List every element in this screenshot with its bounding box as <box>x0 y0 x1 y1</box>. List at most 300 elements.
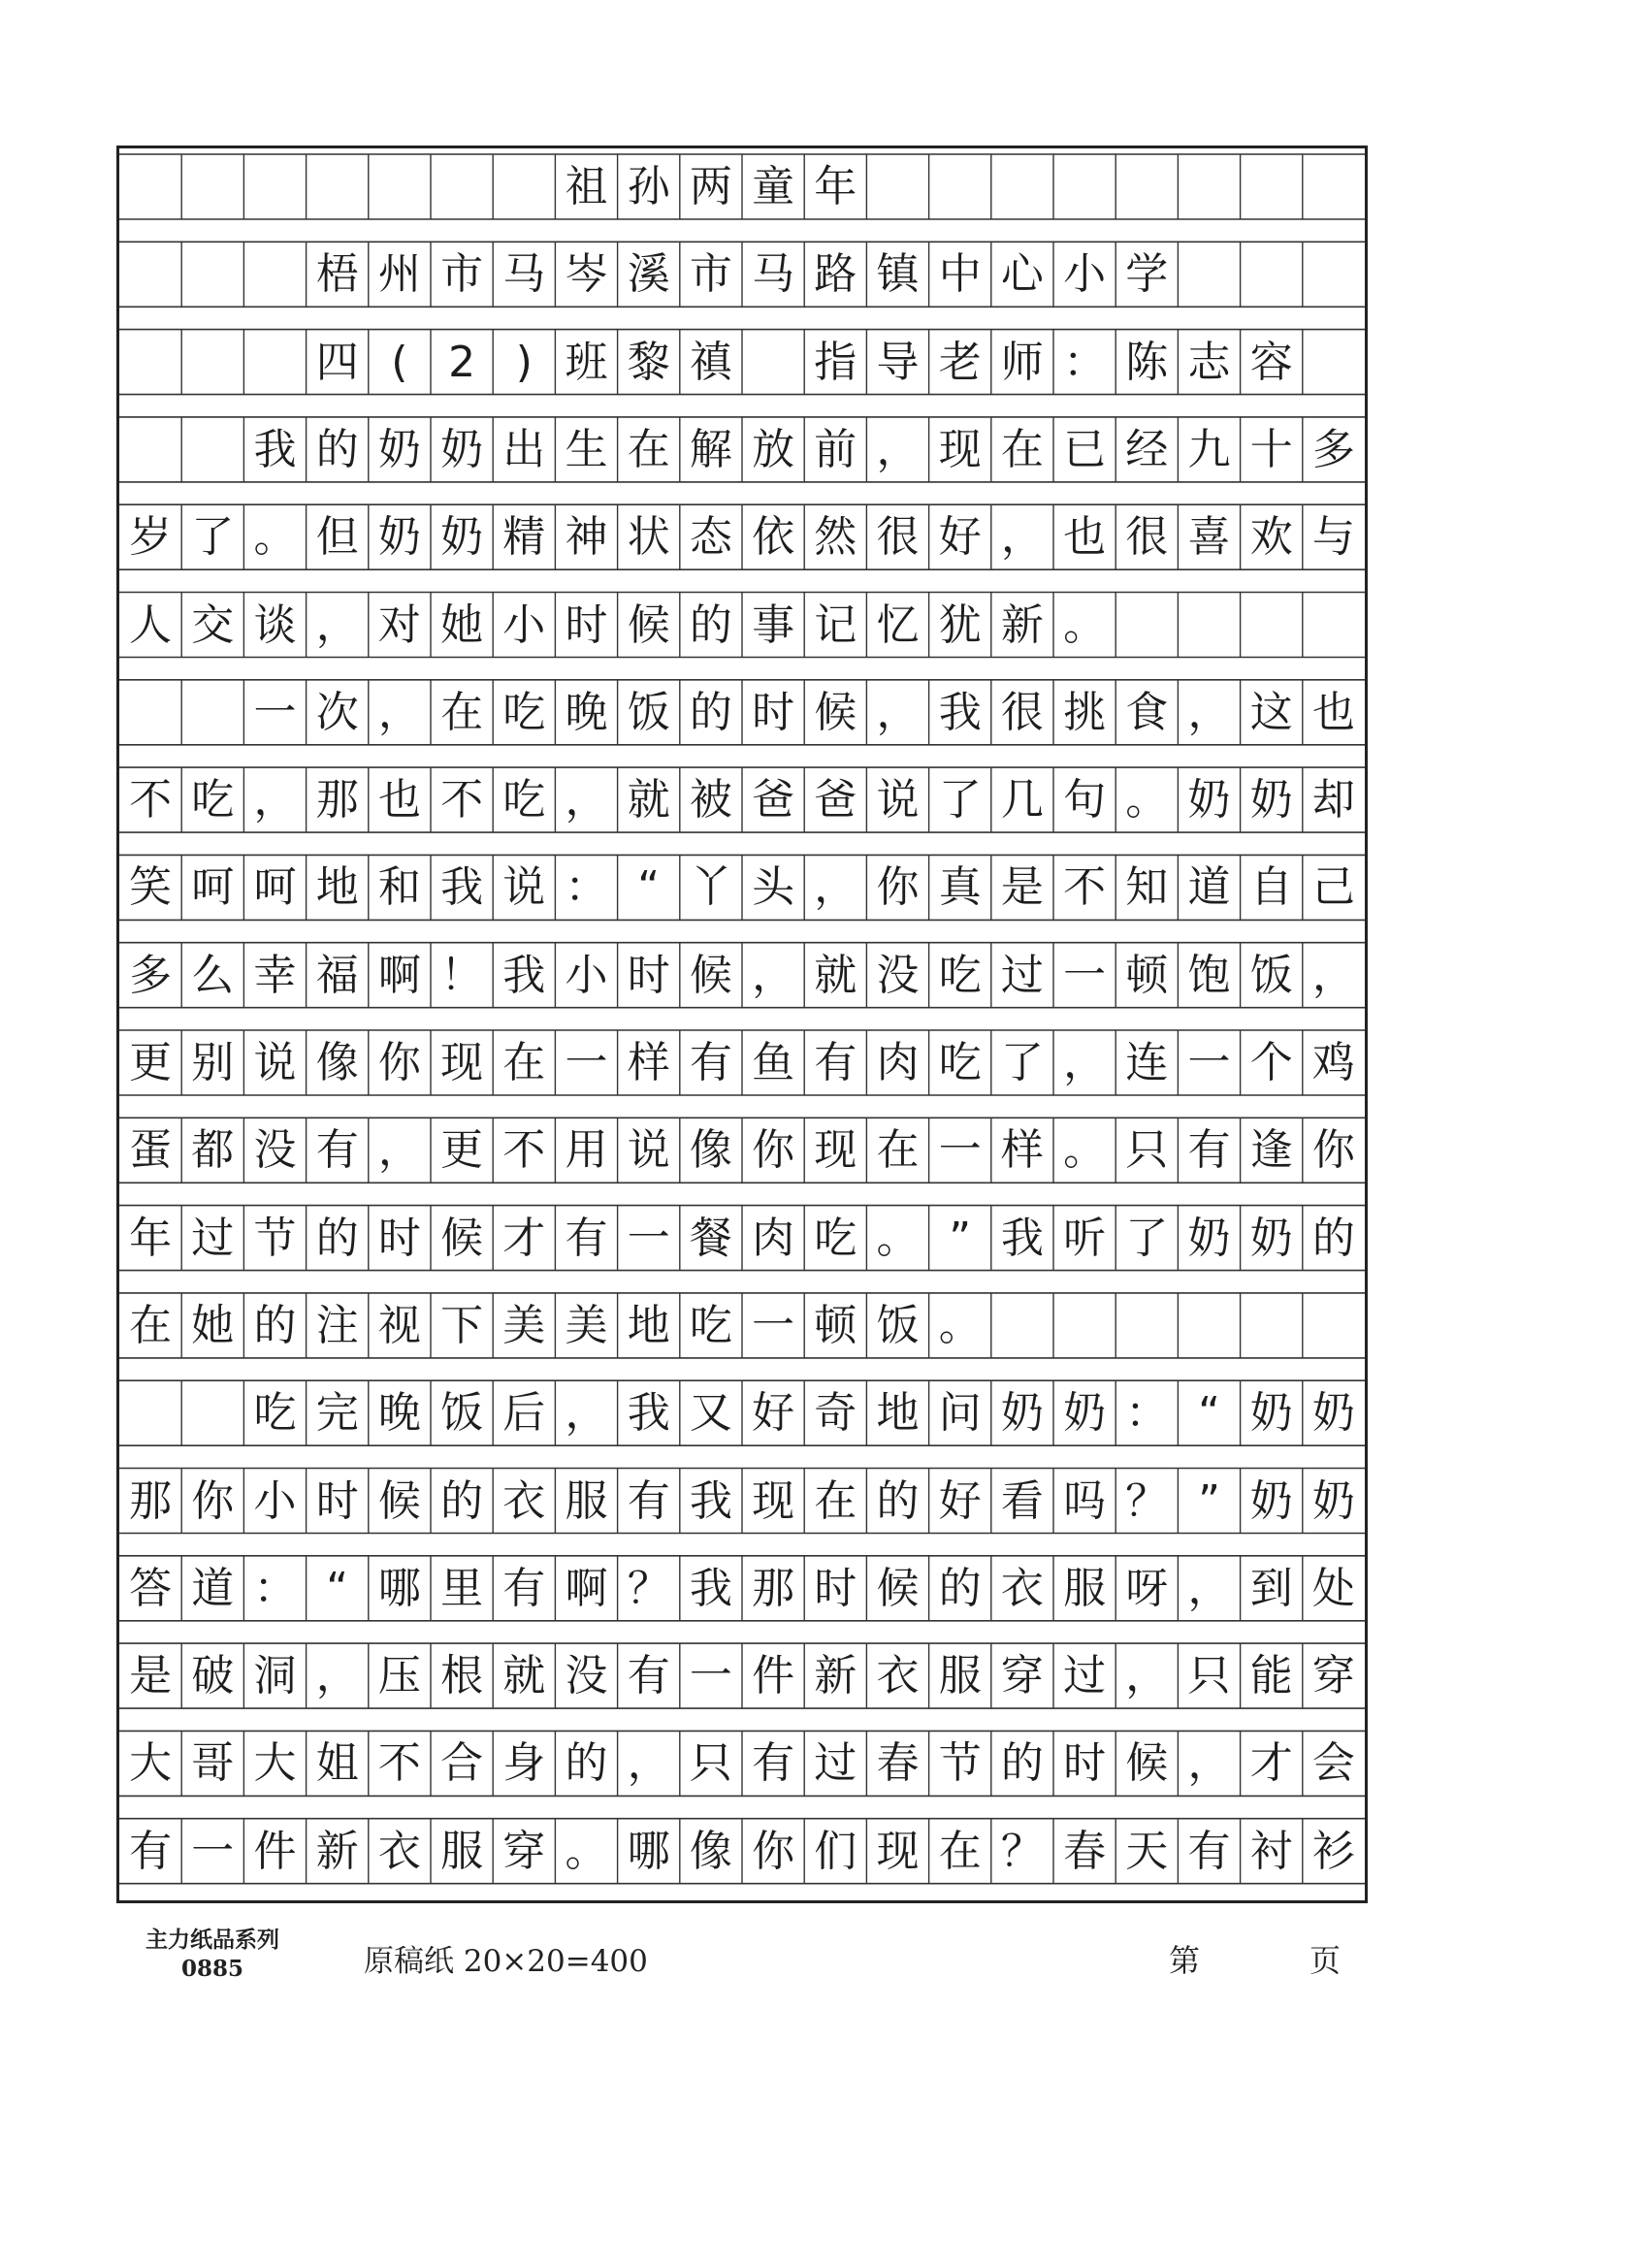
essay-char: 哪 <box>627 1826 670 1876</box>
essay-char: 一 <box>1063 950 1107 1000</box>
essay-char: 奶 <box>377 512 421 563</box>
essay-char: 句 <box>1063 775 1107 826</box>
essay-char: ： <box>253 1563 297 1613</box>
essay-char: 合 <box>440 1738 484 1789</box>
essay-char: 有 <box>315 1125 359 1176</box>
essay-char: 不 <box>440 775 484 826</box>
essay-char: 没 <box>876 950 920 1000</box>
essay-char: 的 <box>253 1300 297 1350</box>
essay-char: 只 <box>1187 1651 1231 1701</box>
essay-char: 现 <box>938 424 982 474</box>
essay-char: 压 <box>377 1651 421 1701</box>
essay-char: 衣 <box>876 1651 920 1701</box>
essay-char: 鸡 <box>1311 1038 1355 1087</box>
essay-char: 美 <box>502 1300 546 1350</box>
essay-char: 在 <box>938 1826 982 1876</box>
essay-char: 啊 <box>377 950 421 1000</box>
essay-char: 在 <box>814 1475 857 1526</box>
essay-char: 自 <box>1249 862 1293 913</box>
essay-char: 问 <box>938 1388 982 1439</box>
essay-char: 过 <box>1000 950 1044 1000</box>
essay-char: 你 <box>191 1475 235 1526</box>
essay-char: 呵 <box>253 862 297 913</box>
essay-char: 州 <box>377 249 421 300</box>
essay-char: 答 <box>129 1563 173 1613</box>
essay-char: 四 <box>315 337 359 387</box>
essay-char: 有 <box>752 1738 795 1789</box>
essay-char: 们 <box>814 1826 857 1876</box>
essay-char: 对 <box>377 599 421 650</box>
essay-char: 服 <box>440 1826 484 1876</box>
essay-char: ， <box>315 599 359 650</box>
essay-char: 时 <box>814 1563 857 1613</box>
essay-char: 服 <box>938 1651 982 1701</box>
page-number-suffix: 页 <box>1310 1942 1342 1979</box>
essay-char: 说 <box>627 1125 670 1176</box>
essay-char: 在 <box>440 687 484 737</box>
essay-char: 会 <box>1311 1738 1355 1789</box>
essay-char: 也 <box>1063 512 1107 563</box>
essay-char: 挑 <box>1063 687 1107 737</box>
essay-char: 别 <box>191 1038 235 1087</box>
essay-char: 顿 <box>814 1300 857 1350</box>
essay-char: 也 <box>377 775 421 826</box>
essay-char: 多 <box>1311 424 1355 474</box>
essay-char: 吃 <box>938 1038 982 1087</box>
essay-char: 下 <box>440 1300 484 1350</box>
essay-char: ： <box>1063 337 1107 387</box>
essay-char: 师 <box>1000 337 1044 387</box>
essay-char: 精 <box>502 512 546 563</box>
essay-char: 奶 <box>1187 775 1231 826</box>
essay-char: 学 <box>1125 249 1169 300</box>
essay-char: 说 <box>502 862 546 913</box>
essay-char: 不 <box>377 1738 421 1789</box>
essay-char: 奶 <box>1249 1475 1293 1526</box>
essay-char: 两 <box>689 162 732 211</box>
essay-char: 很 <box>1000 687 1044 737</box>
essay-char: 她 <box>440 599 484 650</box>
essay-char: 件 <box>752 1651 795 1701</box>
essay-char: 道 <box>191 1563 235 1613</box>
essay-char: 时 <box>752 687 795 737</box>
essay-char: 奶 <box>1063 1388 1107 1439</box>
essay-char: 个 <box>1249 1038 1293 1087</box>
essay-char: 梧 <box>315 249 359 300</box>
essay-char: 的 <box>876 1475 920 1526</box>
essay-char: 爸 <box>814 775 857 826</box>
essay-char: 样 <box>627 1038 670 1087</box>
essay-char: 我 <box>689 1563 732 1613</box>
essay-char: 就 <box>502 1651 546 1701</box>
essay-char: 呀 <box>1125 1563 1169 1613</box>
essay-char: 说 <box>253 1038 297 1087</box>
essay-char: 知 <box>1125 862 1169 913</box>
essay-char: 小 <box>1063 249 1107 300</box>
essay-char: 那 <box>752 1563 795 1613</box>
essay-char: 前 <box>814 424 857 474</box>
essay-char: 有 <box>502 1563 546 1613</box>
essay-char: 饭 <box>440 1388 484 1439</box>
essay-char: 有 <box>627 1651 670 1701</box>
essay-char: 时 <box>377 1213 421 1263</box>
essay-char: 顿 <box>1125 950 1169 1000</box>
essay-char: 一 <box>253 687 297 737</box>
essay-char: 2 <box>448 337 476 387</box>
manuscript-grid <box>119 148 1365 1900</box>
essay-char: 穿 <box>502 1826 546 1876</box>
essay-char: 大 <box>129 1738 173 1789</box>
essay-char: ， <box>1063 1038 1107 1087</box>
essay-char: 。 <box>565 1826 608 1876</box>
essay-char: 童 <box>752 162 795 211</box>
essay-char: 逢 <box>1249 1125 1293 1176</box>
essay-char: 食 <box>1125 687 1169 737</box>
essay-char: 奶 <box>1187 1213 1231 1263</box>
essay-char: 奶 <box>440 424 484 474</box>
essay-char: 肉 <box>876 1038 920 1087</box>
essay-char: 衣 <box>1000 1563 1044 1613</box>
essay-char: 就 <box>814 950 857 1000</box>
essay-char: 过 <box>191 1213 235 1263</box>
essay-char: 幸 <box>253 950 297 1000</box>
essay-char: ” <box>1198 1475 1220 1526</box>
essay-char: 视 <box>377 1300 421 1350</box>
essay-char: 。 <box>1063 1125 1107 1176</box>
essay-char: 马 <box>752 249 795 300</box>
essay-char: 吃 <box>502 687 546 737</box>
essay-char: 老 <box>938 337 982 387</box>
essay-char: 说 <box>876 775 920 826</box>
essay-char: 我 <box>938 687 982 737</box>
essay-char: ， <box>1187 1738 1231 1789</box>
essay-char: 饭 <box>627 687 670 737</box>
essay-char: 美 <box>565 1300 608 1350</box>
essay-char: 溪 <box>627 249 670 300</box>
essay-char: 已 <box>1063 424 1107 474</box>
essay-char: 才 <box>1249 1738 1293 1789</box>
essay-char: 志 <box>1187 337 1231 387</box>
essay-char: 穿 <box>1311 1651 1355 1701</box>
essay-char: 你 <box>876 862 920 913</box>
essay-char: 晚 <box>377 1388 421 1439</box>
essay-char: 春 <box>1063 1826 1107 1876</box>
essay-char: 现 <box>440 1038 484 1087</box>
essay-char: 哪 <box>377 1563 421 1613</box>
essay-char: 了 <box>191 512 235 563</box>
essay-char: 的 <box>315 424 359 474</box>
essay-char: 好 <box>938 1475 982 1526</box>
essay-char: 一 <box>627 1213 670 1263</box>
essay-char: 衣 <box>377 1826 421 1876</box>
essay-char: 了 <box>1000 1038 1044 1087</box>
essay-char: 道 <box>1187 862 1231 913</box>
essay-char: 在 <box>1000 424 1044 474</box>
essay-char: 我 <box>253 424 297 474</box>
essay-char: 到 <box>1249 1563 1293 1613</box>
essay-char: 连 <box>1125 1038 1169 1087</box>
essay-char: 有 <box>689 1038 732 1087</box>
essay-char: 春 <box>876 1738 920 1789</box>
essay-char: 一 <box>191 1826 235 1876</box>
essay-char: 过 <box>814 1738 857 1789</box>
essay-char: 奶 <box>1000 1388 1044 1439</box>
essay-char: 衫 <box>1311 1826 1355 1876</box>
essay-char: 这 <box>1249 687 1293 737</box>
essay-char: 洞 <box>253 1651 297 1701</box>
essay-char: ( <box>391 337 408 387</box>
essay-char: 那 <box>315 775 359 826</box>
essay-char: 九 <box>1187 424 1231 474</box>
essay-char: 没 <box>565 1651 608 1701</box>
essay-char: 有 <box>814 1038 857 1087</box>
essay-char: 一 <box>565 1038 608 1087</box>
essay-char: 鱼 <box>752 1038 795 1087</box>
essay-char: 地 <box>876 1388 920 1439</box>
essay-char: 啊 <box>565 1563 608 1613</box>
essay-char: 吃 <box>502 775 546 826</box>
essay-char: 交 <box>191 599 235 650</box>
essay-char: 却 <box>1311 775 1355 826</box>
essay-char: 时 <box>627 950 670 1000</box>
essay-char: 孙 <box>627 162 670 211</box>
essay-char: ， <box>565 1388 608 1439</box>
essay-char: 禛 <box>689 337 732 387</box>
essay-char: 神 <box>565 512 608 563</box>
essay-char: 我 <box>502 950 546 1000</box>
essay-char: 衬 <box>1249 1826 1293 1876</box>
essay-char: 的 <box>689 687 732 737</box>
essay-char: 班 <box>565 337 608 387</box>
essay-char: 你 <box>752 1826 795 1876</box>
essay-char: 地 <box>627 1300 670 1350</box>
essay-char: 的 <box>1311 1213 1355 1263</box>
essay-char: 新 <box>315 1826 359 1876</box>
essay-char: 处 <box>1311 1563 1355 1613</box>
essay-char: 一 <box>752 1300 795 1350</box>
essay-char: ， <box>1000 512 1044 563</box>
essay-char: 奶 <box>1311 1475 1355 1526</box>
essay-char: 很 <box>1125 512 1169 563</box>
essay-char: 服 <box>1063 1563 1107 1613</box>
essay-char: 只 <box>1125 1125 1169 1176</box>
essay-char: ， <box>1187 1563 1231 1613</box>
essay-char: 是 <box>1000 862 1044 913</box>
essay-char: 忆 <box>876 599 920 650</box>
essay-char: 我 <box>1000 1213 1044 1263</box>
essay-char: ， <box>315 1651 359 1701</box>
essay-char: 奇 <box>814 1388 857 1439</box>
essay-char: 在 <box>876 1125 920 1176</box>
essay-char: 都 <box>191 1125 235 1176</box>
essay-char: 奶 <box>1311 1388 1355 1439</box>
essay-char: 奶 <box>1249 1213 1293 1263</box>
essay-char: 有 <box>627 1475 670 1526</box>
essay-char: 新 <box>1000 599 1044 650</box>
essay-char: ” <box>949 1213 972 1263</box>
essay-char: 好 <box>752 1388 795 1439</box>
essay-char: 蛋 <box>129 1125 173 1176</box>
essay-char: 。 <box>253 512 297 563</box>
essay-char: 己 <box>1311 862 1355 913</box>
essay-char: 市 <box>440 249 484 300</box>
essay-char: 那 <box>129 1475 173 1526</box>
essay-char: 奶 <box>377 424 421 474</box>
essay-char: 岑 <box>565 249 608 300</box>
essay-char: 出 <box>502 424 546 474</box>
essay-char: 吃 <box>253 1388 297 1439</box>
essay-char: 晚 <box>565 687 608 737</box>
essay-char: 的 <box>689 599 732 650</box>
essay-char: 年 <box>129 1213 173 1263</box>
essay-char: 根 <box>440 1651 484 1701</box>
essay-char: ： <box>565 862 608 913</box>
essay-char: 真 <box>938 862 982 913</box>
essay-char: ) <box>515 337 533 387</box>
essay-char: 解 <box>689 424 732 474</box>
essay-char: 。 <box>938 1300 982 1350</box>
essay-char: 态 <box>689 512 732 563</box>
essay-char: “ <box>637 862 661 913</box>
essay-char: ？ <box>627 1563 670 1613</box>
essay-char: 你 <box>377 1038 421 1087</box>
essay-char: 候 <box>440 1213 484 1263</box>
essay-char: 又 <box>689 1388 732 1439</box>
essay-char: 小 <box>565 950 608 1000</box>
essay-char: 现 <box>752 1475 795 1526</box>
essay-char: 在 <box>129 1300 173 1350</box>
essay-char: 候 <box>377 1475 421 1526</box>
essay-char: 服 <box>565 1475 608 1526</box>
essay-char: 吃 <box>938 950 982 1000</box>
essay-char: 有 <box>1187 1125 1231 1176</box>
essay-char: 候 <box>1125 1738 1169 1789</box>
essay-char: 像 <box>315 1038 359 1087</box>
essay-char: 我 <box>440 862 484 913</box>
essay-char: 心 <box>1000 249 1044 300</box>
essay-char: 很 <box>876 512 920 563</box>
essay-char: 事 <box>752 599 795 650</box>
essay-char: 喜 <box>1187 512 1231 563</box>
essay-char: 看 <box>1000 1475 1044 1526</box>
essay-char: 破 <box>191 1651 235 1701</box>
essay-char: 不 <box>1063 862 1107 913</box>
essay-char: 有 <box>1187 1826 1231 1876</box>
essay-char: 十 <box>1249 424 1293 474</box>
page-number-prefix: 第 <box>1169 1942 1201 1979</box>
essay-char: 你 <box>752 1125 795 1176</box>
essay-char: 黎 <box>627 337 670 387</box>
paper-series-name: 主力纸品系列 <box>146 1927 279 1953</box>
essay-char: 的 <box>565 1738 608 1789</box>
essay-char: ， <box>876 687 920 737</box>
essay-char: 马 <box>502 249 546 300</box>
essay-char: 你 <box>1311 1125 1355 1176</box>
essay-char: 时 <box>315 1475 359 1526</box>
essay-char: 她 <box>191 1300 235 1350</box>
essay-char: 不 <box>129 775 173 826</box>
essay-char: 小 <box>253 1475 297 1526</box>
essay-char: 指 <box>814 337 857 387</box>
essay-char: 么 <box>191 950 235 1000</box>
essay-char: 肉 <box>752 1213 795 1263</box>
essay-char: 餐 <box>689 1213 732 1263</box>
essay-char: 岁 <box>129 512 173 563</box>
essay-char: 。 <box>876 1213 920 1263</box>
essay-char: 的 <box>440 1475 484 1526</box>
essay-char: 我 <box>627 1388 670 1439</box>
essay-char: 能 <box>1249 1651 1293 1701</box>
essay-char: 依 <box>752 512 795 563</box>
essay-char: 现 <box>814 1125 857 1176</box>
essay-char: 更 <box>129 1038 173 1087</box>
essay-char: ？ <box>1000 1826 1044 1876</box>
essay-char: 天 <box>1125 1826 1169 1876</box>
essay-char: 镇 <box>876 249 920 300</box>
paper-series-label <box>146 1926 279 1984</box>
essay-char: “ <box>326 1563 349 1613</box>
essay-char: 是 <box>129 1651 173 1701</box>
essay-char: 欢 <box>1249 512 1293 563</box>
essay-char: 祖 <box>565 162 608 211</box>
essay-char: 导 <box>876 337 920 387</box>
essay-char: 地 <box>315 862 359 913</box>
paper-series-code: 0885 <box>180 1956 243 1982</box>
essay-char: 件 <box>253 1826 297 1876</box>
essay-char: 一 <box>938 1125 982 1176</box>
essay-char: 几 <box>1000 775 1044 826</box>
essay-char: 吗 <box>1063 1475 1107 1526</box>
essay-char: 容 <box>1249 337 1293 387</box>
essay-char: ， <box>752 950 795 1000</box>
essay-char: 爸 <box>752 775 795 826</box>
manuscript-sheet <box>116 146 1368 1903</box>
essay-char: ？ <box>1125 1475 1169 1526</box>
essay-char: 奶 <box>1249 775 1293 826</box>
essay-char: 陈 <box>1125 337 1169 387</box>
essay-char: 候 <box>876 1563 920 1613</box>
essay-char: ， <box>814 862 857 913</box>
essay-char: 哥 <box>191 1738 235 1789</box>
essay-char: 有 <box>129 1826 173 1876</box>
essay-char: 听 <box>1063 1213 1107 1263</box>
essay-char: 像 <box>689 1826 732 1876</box>
paper-spec-label: 原稿纸 20×20=400 <box>364 1944 648 1979</box>
essay-char: ， <box>876 424 920 474</box>
essay-char: 过 <box>1063 1651 1107 1701</box>
essay-char: 年 <box>814 162 857 211</box>
essay-char: 丫 <box>689 862 732 913</box>
essay-char: ！ <box>440 950 484 1000</box>
essay-char: 候 <box>814 687 857 737</box>
essay-char: 里 <box>440 1563 484 1613</box>
essay-char: ， <box>253 775 297 826</box>
essay-char: 衣 <box>502 1475 546 1526</box>
essay-char: 更 <box>440 1125 484 1176</box>
essay-char: 饭 <box>1249 950 1293 1000</box>
essay-char: 谈 <box>253 599 297 650</box>
essay-char: 福 <box>315 950 359 1000</box>
essay-char: 被 <box>689 775 732 826</box>
essay-char: 。 <box>1063 599 1107 650</box>
essay-char: 记 <box>814 599 857 650</box>
essay-char: 的 <box>1000 1738 1044 1789</box>
essay-char: 但 <box>315 512 359 563</box>
essay-char: 就 <box>627 775 670 826</box>
essay-char: 奶 <box>1249 1388 1293 1439</box>
essay-char: 中 <box>938 249 982 300</box>
essay-char: 不 <box>502 1125 546 1176</box>
